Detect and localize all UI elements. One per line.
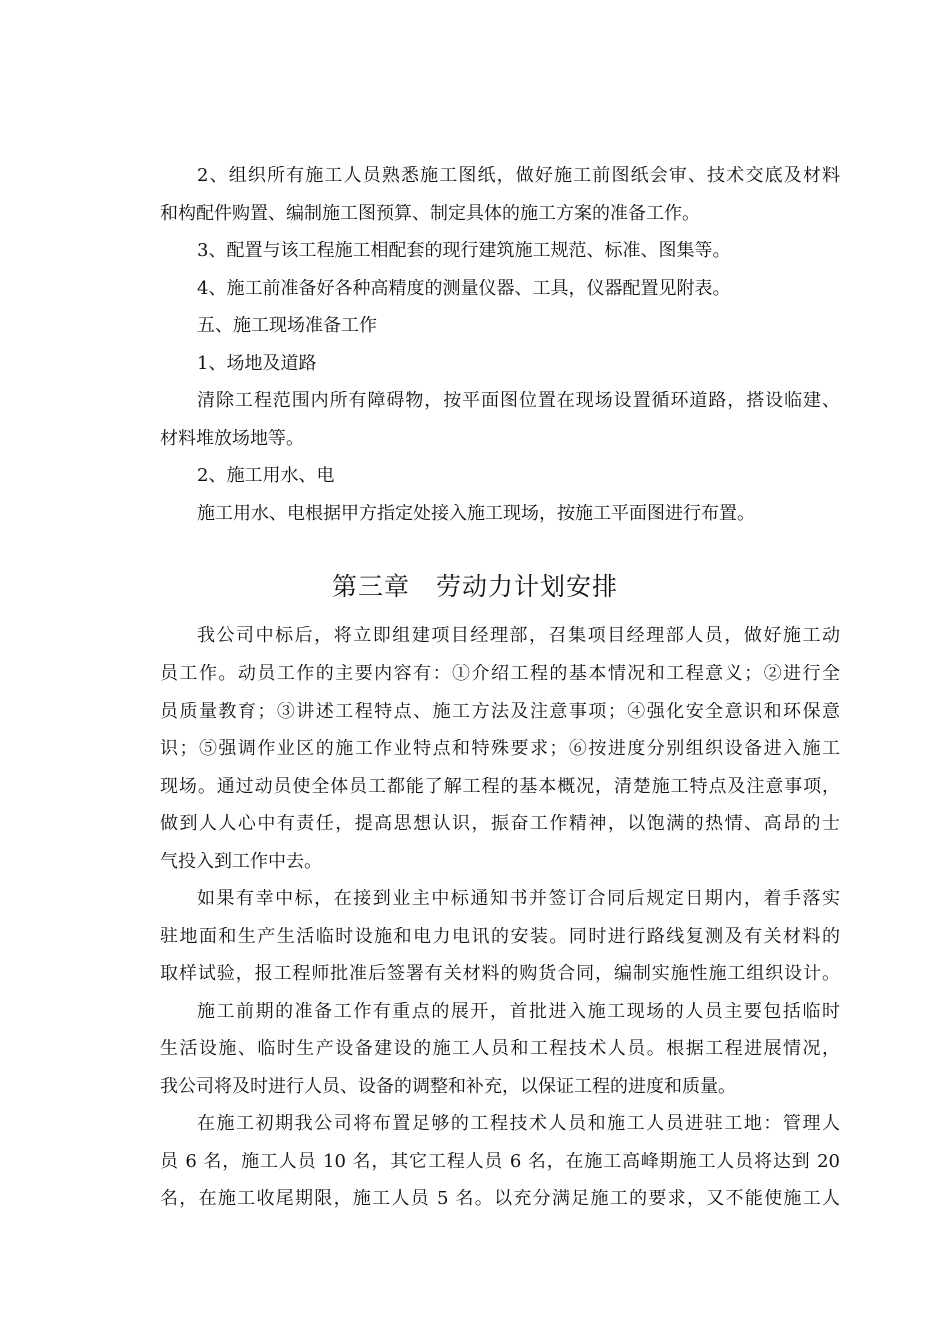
- paragraph-line: 做到人人心中有责任，提高思想认识，振奋工作精神，以饱满的热情、高昂的士: [160, 814, 840, 834]
- paragraph-line: 员工作。动员工作的主要内容有：①介绍工程的基本情况和工程意义；②进行全: [160, 664, 840, 684]
- paragraph-line: 3、配置与该工程施工相配套的现行建筑施工规范、标准、图集等。: [197, 241, 731, 261]
- paragraph-line: 2、组织所有施工人员熟悉施工图纸，做好施工前图纸会审、技术交底及材料: [197, 166, 840, 186]
- paragraph-line: 清除工程范围内所有障碍物，按平面图位置在现场设置循环道路，搭设临建、: [197, 391, 840, 411]
- paragraph-line: 和构配件购置、编制施工图预算、制定具体的施工方案的准备工作。: [160, 204, 700, 224]
- paragraph-line: 材料堆放场地等。: [160, 429, 304, 449]
- paragraph-line: 名，在施工收尾期限，施工人员 5 名。以充分满足施工的要求，又不能使施工人: [160, 1189, 840, 1209]
- paragraph-line: 我公司将及时进行人员、设备的调整和补充，以保证工程的进度和质量。: [160, 1077, 736, 1097]
- paragraph-line: 员 6 名，施工人员 10 名，其它工程人员 6 名，在施工高峰期施工人员将达到 20: [160, 1152, 840, 1172]
- paragraph-line: 驻地面和生产生活临时设施和电力电讯的安装。同时进行路线复测及有关材料的: [160, 927, 840, 947]
- paragraph-line: 识；⑤强调作业区的施工作业特点和特殊要求；⑥按进度分别组织设备进入施工: [160, 739, 840, 759]
- subsection-heading: 1、场地及道路: [197, 354, 317, 374]
- paragraph-line: 施工用水、电根据甲方指定处接入施工现场，按施工平面图进行布置。: [197, 504, 755, 524]
- subsection-heading: 2、施工用水、电: [197, 466, 335, 486]
- paragraph-line: 4、施工前准备好各种高精度的测量仪器、工具，仪器配置见附表。: [197, 279, 731, 299]
- paragraph-line: 我公司中标后，将立即组建项目经理部，召集项目经理部人员，做好施工动: [197, 626, 840, 646]
- paragraph-line: 生活设施、临时生产设备建设的施工人员和工程技术人员。根据工程进展情况，: [160, 1039, 840, 1059]
- chapter-title: 第三章 劳动力计划安排: [331, 572, 618, 601]
- paragraph-line: 取样试验，报工程师批准后签署有关材料的购货合同，编制实施性施工组织设计。: [160, 964, 840, 984]
- paragraph-line: 施工前期的准备工作有重点的展开，首批进入施工现场的人员主要包括临时: [197, 1002, 840, 1022]
- section-heading: 五、施工现场准备工作: [197, 316, 377, 336]
- paragraph-line: 如果有幸中标，在接到业主中标通知书并签订合同后规定日期内，着手落实: [197, 889, 840, 909]
- paragraph-line: 在施工初期我公司将布置足够的工程技术人员和施工人员进驻工地：管理人: [197, 1114, 840, 1134]
- paragraph-line: 现场。通过动员使全体员工都能了解工程的基本概况，清楚施工特点及注意事项，: [160, 777, 840, 797]
- paragraph-line: 员质量教育；③讲述工程特点、施工方法及注意事项；④强化安全意识和环保意: [160, 702, 840, 722]
- paragraph-line: 气投入到工作中去。: [160, 852, 322, 872]
